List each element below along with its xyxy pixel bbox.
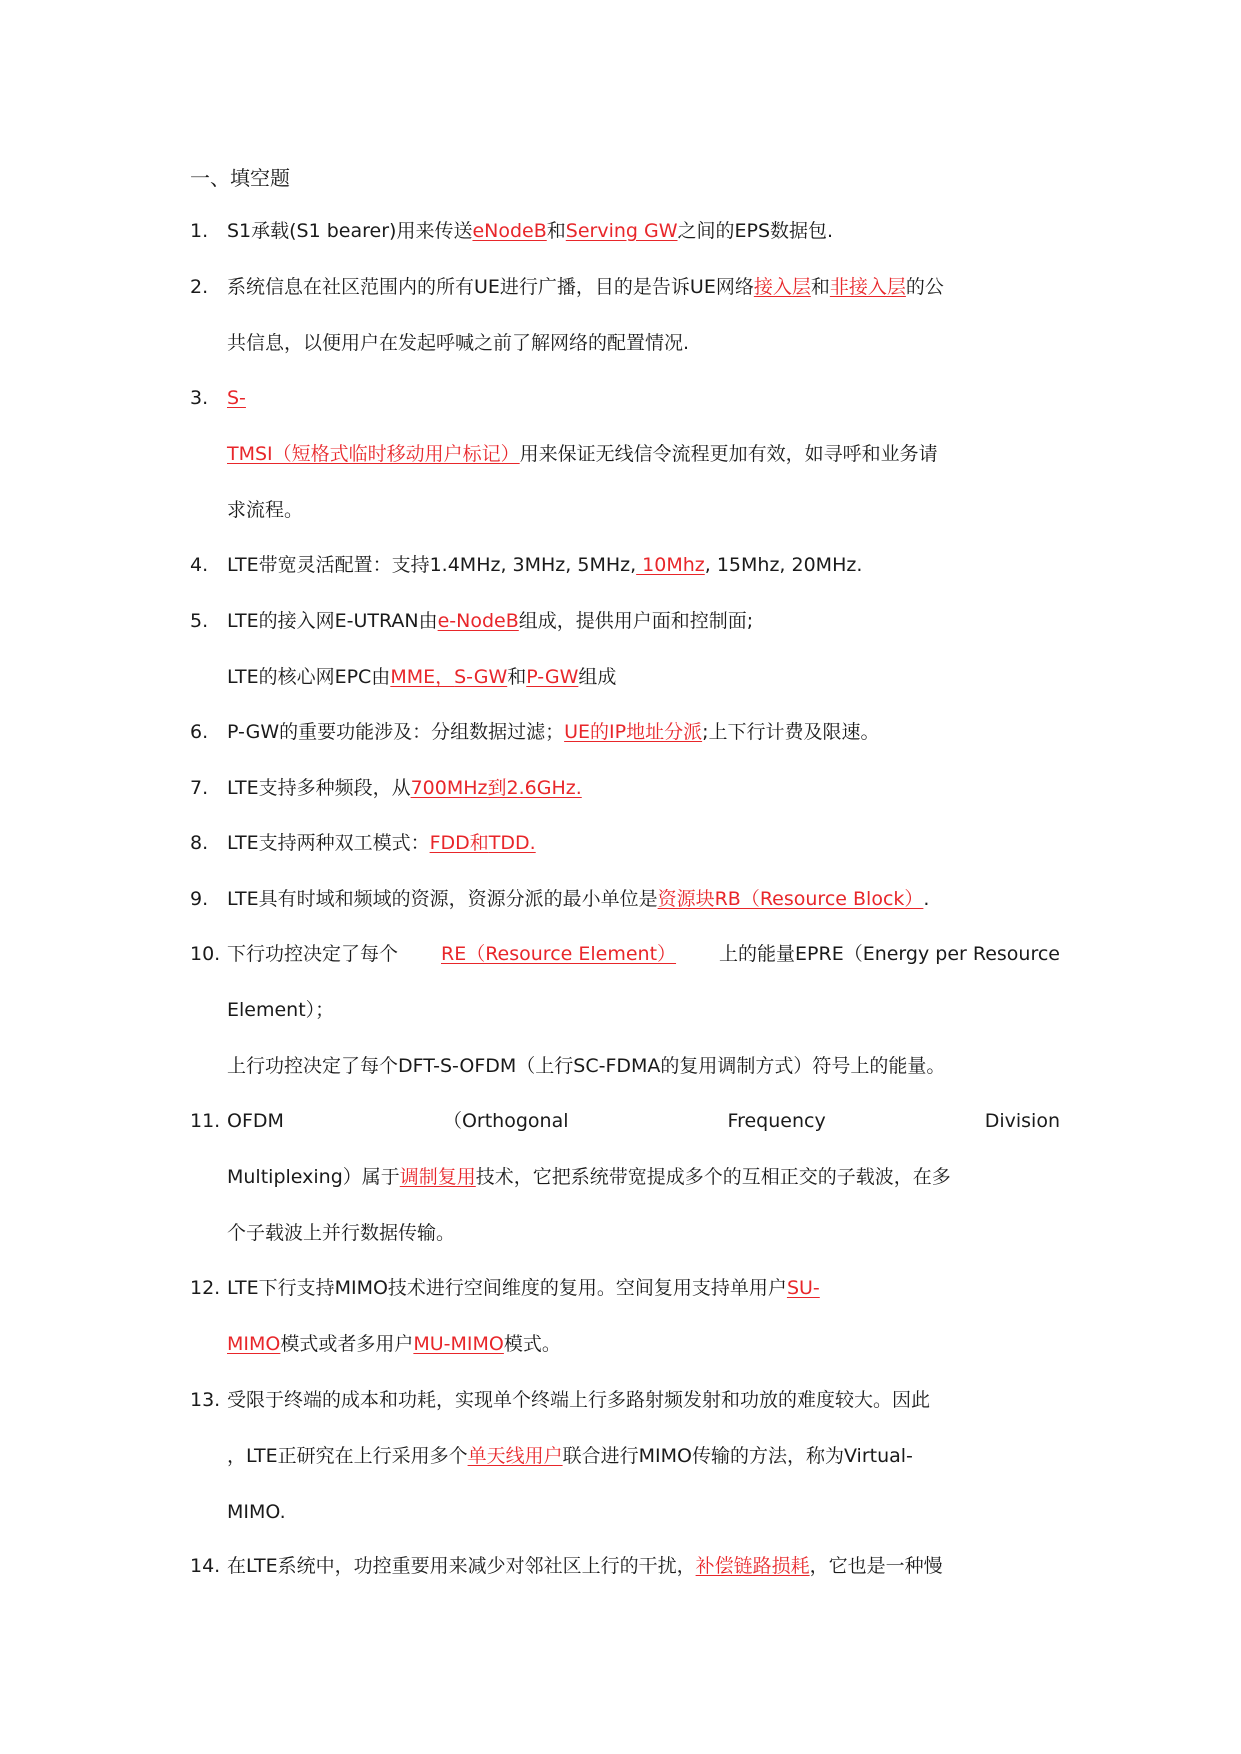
text-line	[227, 1316, 1060, 1372]
question-number: 1.	[190, 220, 209, 242]
section-title: 一、填空题	[190, 166, 290, 190]
answer-blank: P-GW	[526, 666, 579, 688]
text-line	[227, 649, 1060, 705]
text-line	[227, 315, 1060, 371]
text-segment: 下行功控决定了每个	[227, 943, 399, 965]
answer-blank: TMSI（短格式临时移动用户标记）	[227, 443, 520, 465]
text-segment: ，LTE正研究在上行采用多个	[227, 1445, 468, 1467]
question-text	[227, 1093, 1060, 1261]
question-text	[227, 259, 1060, 371]
question-text	[227, 1372, 1060, 1540]
text-line	[227, 1372, 1060, 1428]
question-number: 9.	[190, 888, 209, 910]
text-line	[227, 593, 1060, 649]
answer-blank: 非接入层	[829, 276, 906, 298]
question-number: 4.	[190, 554, 209, 576]
question-item	[190, 1372, 1060, 1540]
question-text	[227, 1260, 1060, 1372]
question-text	[227, 593, 1060, 705]
question-text	[227, 871, 1060, 927]
text-line	[227, 482, 1060, 538]
question-number: 12.	[190, 1277, 221, 1299]
text-segment: 和	[546, 220, 566, 242]
text-segment: Element）；	[227, 999, 335, 1021]
text-segment: ;上下行计费及限速。	[702, 721, 880, 743]
text-segment: 联合进行MIMO传输的方法，称为Virtual-	[562, 1445, 913, 1467]
question-item	[190, 926, 1060, 1094]
question-item	[190, 1538, 1060, 1594]
question-item	[190, 760, 1060, 816]
text-segment: LTE支持两种双工模式：	[227, 832, 430, 854]
text-line	[227, 537, 1060, 593]
text-segment: 上的能量EPRE（Energy per Resource	[719, 943, 1060, 965]
answer-blank: SU-	[786, 1277, 820, 1299]
text-line	[227, 926, 1060, 982]
answer-blank: 资源块RB（Resource Block）	[657, 888, 924, 910]
text-segment: 和	[810, 276, 830, 298]
answer-blank: RE（Resource Element）	[441, 943, 677, 965]
text-line	[227, 1484, 1060, 1540]
answer-blank: FDD和	[429, 832, 489, 854]
text-line	[227, 259, 1060, 315]
text-segment: 的公	[905, 276, 944, 298]
question-text	[227, 926, 1060, 1094]
question-item	[190, 871, 1060, 927]
text-line	[227, 1149, 1060, 1205]
answer-blank: MIMO	[227, 1333, 281, 1355]
text-line	[227, 426, 1060, 482]
question-number: 8.	[190, 832, 209, 854]
text-segment: （Orthogonal	[442, 1110, 569, 1132]
text-segment: 共信息，以便用户在发起呼喊之前了解网络的配置情况.	[227, 332, 690, 354]
question-item	[190, 259, 1060, 371]
text-segment: , 15Mhz, 20MHz.	[704, 554, 863, 576]
answer-blank: eNodeB	[472, 220, 547, 242]
answer-blank: 700MHz到2.6GHz.	[410, 777, 582, 799]
text-segment: P-GW的重要功能涉及：分组数据过滤；	[227, 721, 565, 743]
question-number: 3.	[190, 387, 209, 409]
text-segment: 上行功控决定了每个DFT-S-OFDM（上行SC-FDMA的复用调制方式）符号上的能量。	[227, 1055, 946, 1077]
text-segment: LTE下行支持MIMO技术进行空间维度的复用。空间复用支持单用户	[227, 1277, 787, 1299]
answer-blank: MU-MIMO	[413, 1333, 504, 1355]
question-text	[227, 704, 1060, 760]
text-segment: ，它也是一种慢	[809, 1555, 943, 1577]
text-segment: .	[923, 888, 930, 910]
text-segment: LTE带宽灵活配置：支持1.4MHz, 3MHz, 5MHz,	[227, 554, 637, 576]
text-segment: 求流程。	[227, 499, 304, 521]
text-segment: 组成	[578, 666, 617, 688]
text-segment: 受限于终端的成本和功耗，实现单个终端上行多路射频发射和功放的难度较大。因此	[227, 1389, 931, 1411]
question-number: 14.	[190, 1555, 221, 1577]
text-line	[227, 1538, 1060, 1594]
question-item	[190, 537, 1060, 593]
text-segment: MIMO.	[227, 1501, 286, 1523]
text-line	[227, 871, 1060, 927]
question-item	[190, 593, 1060, 705]
text-segment: 在LTE系统中，功控重要用来减少对邻社区上行的干扰，	[227, 1555, 696, 1577]
text-segment: S1承载(S1 bearer)用来传送	[227, 220, 473, 242]
question-text	[227, 760, 1060, 816]
question-number: 11.	[190, 1110, 221, 1132]
answer-blank: 单天线用户	[467, 1445, 563, 1467]
text-segment: Multiplexing）属于	[227, 1166, 400, 1188]
question-item	[190, 1260, 1060, 1372]
question-text	[227, 1538, 1060, 1594]
text-segment: 和	[507, 666, 527, 688]
question-number: 10.	[190, 943, 221, 965]
text-line	[227, 203, 1060, 259]
text-line	[227, 1038, 1060, 1094]
answer-blank: e-NodeB	[437, 610, 519, 632]
text-segment: 模式或者多用户	[280, 1333, 414, 1355]
answer-blank: MME，	[390, 666, 455, 688]
text-line	[227, 370, 1060, 426]
text-line	[227, 1260, 1060, 1316]
answer-blank: 接入层	[753, 276, 811, 298]
answer-blank: Serving GW	[565, 220, 678, 242]
text-line	[227, 815, 1060, 871]
text-segment: 技术，它把系统带宽提成多个的互相正交的子载波，在多	[475, 1166, 951, 1188]
answer-blank: 调制复用	[399, 1166, 476, 1188]
text-line	[227, 1428, 1060, 1484]
text-segment: 用来保证无线信令流程更加有效，如寻呼和业务请	[519, 443, 938, 465]
answer-blank: UE的IP地址分派	[564, 721, 703, 743]
text-segment: LTE的接入网E-UTRAN由	[227, 610, 438, 632]
question-item	[190, 1093, 1060, 1261]
text-segment: LTE具有时域和频域的资源，资源分派的最小单位是	[227, 888, 658, 910]
question-text	[227, 370, 1060, 538]
text-segment: Frequency	[727, 1110, 826, 1132]
text-segment: 个子载波上并行数据传输。	[227, 1222, 456, 1244]
answer-blank: S-	[227, 387, 246, 409]
answer-blank: 10Mhz	[636, 554, 705, 576]
text-segment: 系统信息在社区范围内的所有UE进行广播，目的是告诉UE网络	[227, 276, 754, 298]
question-item	[190, 370, 1060, 538]
answer-blank: 补偿链路损耗	[695, 1555, 810, 1577]
text-segment: 之间的EPS数据包.	[677, 220, 834, 242]
question-number: 6.	[190, 721, 209, 743]
question-item	[190, 815, 1060, 871]
text-line	[227, 704, 1060, 760]
text-line	[227, 982, 1060, 1038]
text-segment: Division	[984, 1110, 1060, 1132]
text-segment: LTE支持多种频段，从	[227, 777, 411, 799]
text-line	[227, 1093, 1060, 1149]
text-line	[227, 760, 1060, 816]
question-item	[190, 203, 1060, 259]
question-number: 7.	[190, 777, 209, 799]
text-segment: OFDM	[227, 1110, 284, 1132]
question-item	[190, 704, 1060, 760]
text-line	[227, 1205, 1060, 1261]
question-number: 5.	[190, 610, 209, 632]
question-text	[227, 537, 1060, 593]
question-number: 2.	[190, 276, 209, 298]
question-text	[227, 815, 1060, 871]
text-segment: 模式。	[503, 1333, 561, 1355]
question-text	[227, 203, 1060, 259]
answer-blank: TDD.	[488, 832, 536, 854]
question-number: 13.	[190, 1389, 221, 1411]
text-segment: 组成，提供用户面和控制面;	[518, 610, 754, 632]
answer-blank: S-GW	[454, 666, 508, 688]
text-segment: LTE的核心网EPC由	[227, 666, 391, 688]
